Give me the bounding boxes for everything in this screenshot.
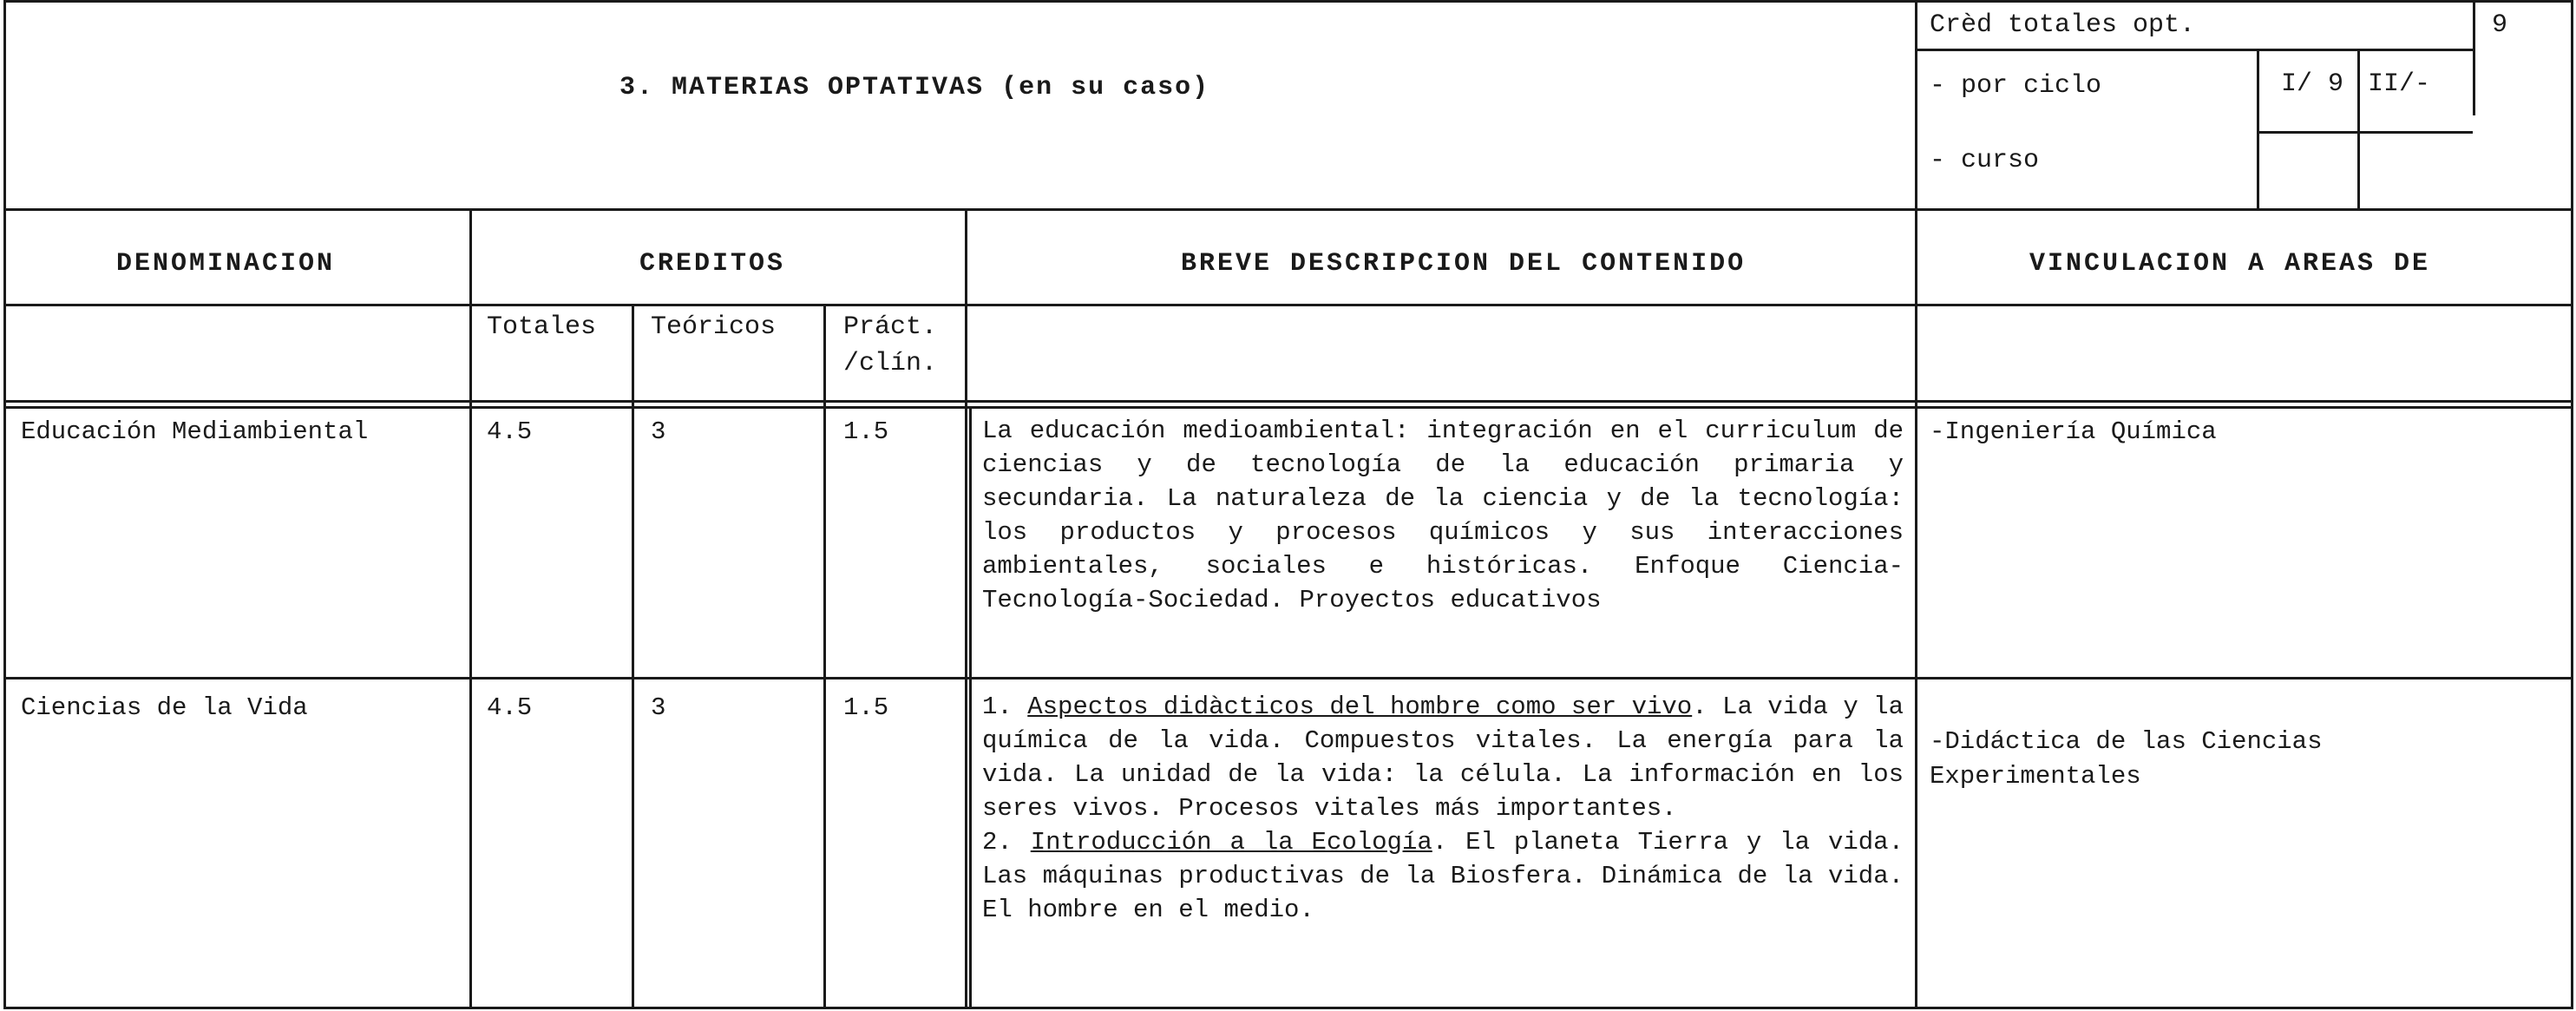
credits-cycle-one: I/ 9	[2281, 69, 2344, 99]
row1-description-text: La educación medioambiental: integración en el curriculum de ciencias y de tecnología de la educación primaria y secundaria. La naturaleza de la ciencia y de la tecnología: los productos y procesos químicos y sus interacciones ambientales, sociales e históricas. Enfoque Ciencia-Tecnología-Sociedad. Proyectos educativos	[982, 417, 1904, 614]
row1-totales: 4.5	[487, 417, 533, 446]
row2-practicos: 1.5	[843, 693, 889, 722]
row2-areas-line2: Experimentales	[1930, 762, 2141, 791]
credits-box-col-a	[2257, 49, 2259, 208]
rule-subheader-bottom-double	[3, 406, 2573, 409]
rule-credits-box-row2	[2257, 131, 2473, 134]
row2-description	[982, 690, 1904, 927]
credits-per-cycle-label: - por ciclo	[1930, 71, 2102, 101]
rule-credits-box-row1	[1915, 49, 2473, 51]
rule-row1-bottom	[3, 677, 2573, 679]
header-creditos: CREDITOS	[639, 249, 786, 279]
row2-para2-text: . El planeta Tierra y la vida. Las máquinas productivas de la Biosfera. Dinámica de la vida. El hombre en el medio.	[982, 828, 1904, 924]
col-totales-right	[632, 304, 634, 1009]
rule-creditos-split	[469, 304, 967, 306]
border-left	[3, 0, 6, 1009]
row2-description-para1	[982, 690, 1904, 825]
row1-description	[982, 414, 1904, 617]
col-denominacion-right	[469, 208, 472, 1009]
subheader-practicos-line2: /clín.	[843, 349, 938, 378]
credits-total-value: 9	[2492, 10, 2508, 40]
header-denominacion: DENOMINACION	[116, 249, 336, 279]
row2-totales: 4.5	[487, 693, 533, 722]
subheader-practicos-line1: Práct.	[843, 312, 938, 342]
row1-practicos: 1.5	[843, 417, 889, 446]
rule-header-bottom	[3, 304, 2573, 306]
header-descripcion: BREVE DESCRIPCION DEL CONTENIDO	[1181, 249, 1747, 279]
credits-box-col-b	[2357, 49, 2360, 208]
row2-para2-heading: Introducción a la Ecología	[1030, 828, 1432, 857]
row1-teoricos: 3	[651, 417, 666, 446]
row1-areas: -Ingeniería Química	[1930, 417, 2217, 446]
credits-course-label: - curso	[1930, 146, 2040, 175]
subheader-teoricos: Teóricos	[651, 312, 777, 342]
row2-para1-text: . La vida y la química de la vida. Compuestos vitales. La energía para la vida. La unidad de la vida: la célula. La información en los seres vivos. Procesos vitales más importantes.	[982, 693, 1904, 823]
border-right	[2571, 0, 2573, 1009]
rule-subheader-bottom	[3, 400, 2573, 403]
col-creditos-right	[965, 208, 967, 1009]
border-top	[3, 0, 2573, 3]
rule-title-bottom	[3, 208, 2573, 211]
curriculum-table	[3, 0, 2573, 1009]
header-vinculacion: VINCULACION A AREAS DE	[2029, 249, 2431, 279]
row2-para1-number: 1.	[982, 693, 1028, 721]
col-descripcion-right	[1915, 0, 1917, 1009]
credits-cycle-two: II/-	[2368, 69, 2431, 99]
row2-name: Ciencias de la Vida	[21, 693, 308, 722]
subheader-totales: Totales	[487, 312, 597, 342]
row2-areas-line1: -Didáctica de las Ciencias	[1930, 727, 2323, 756]
col-creditos-right-double	[969, 406, 972, 1009]
col-teoricos-right	[823, 304, 826, 1009]
row2-teoricos: 3	[651, 693, 666, 722]
row2-description-para2	[982, 825, 1904, 927]
row2-para1-heading: Aspectos didàcticos del hombre como ser vivo	[1027, 693, 1693, 721]
credits-total-label: Crèd totales opt.	[1930, 10, 2196, 40]
section-title: 3. MATERIAS OPTATIVAS (en su caso)	[619, 73, 1210, 102]
credits-box-col-c	[2473, 0, 2475, 115]
border-bottom	[3, 1007, 2573, 1009]
row1-name: Educación Mediambiental	[21, 417, 369, 446]
row2-para2-number: 2.	[982, 828, 1031, 857]
